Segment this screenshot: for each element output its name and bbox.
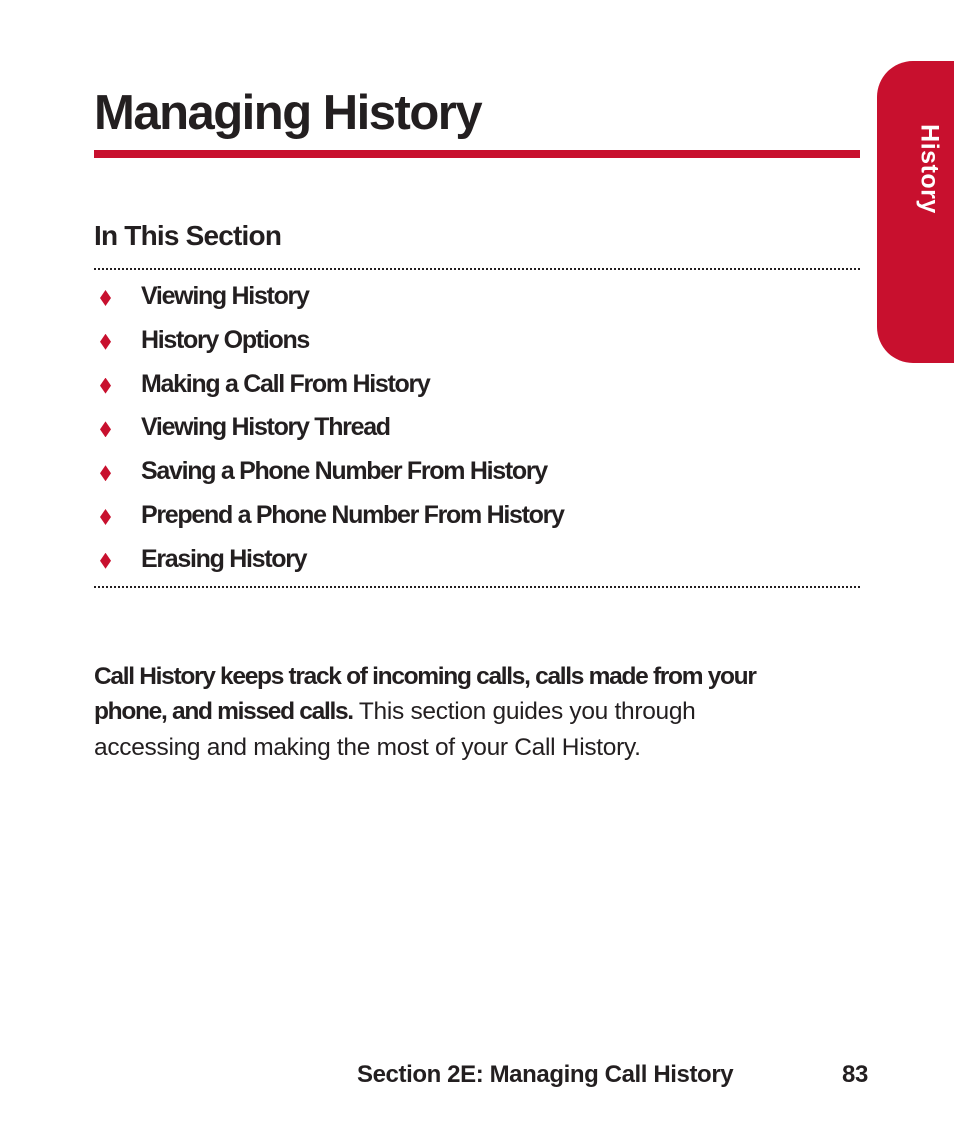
diamond-bullet-icon	[100, 290, 111, 306]
list-item	[94, 451, 860, 495]
diamond-bullet-icon	[100, 334, 111, 350]
list-item-label: Viewing History	[141, 282, 309, 310]
list-item-label: History Options	[141, 325, 310, 354]
intro-regular-text: This section guides you through accessing and making the most of your Call History.	[94, 698, 696, 761]
chapter-side-tab-label: History	[915, 124, 944, 214]
list-item	[94, 364, 860, 408]
list-item-label: Erasing History	[141, 544, 307, 573]
title-underline	[94, 150, 860, 158]
footer-section-label: Section 2E: Managing Call History	[357, 1061, 734, 1088]
chapter-side-tab	[877, 61, 954, 363]
toc-bottom-divider	[94, 586, 860, 588]
list-item-label: Viewing History Thread	[141, 413, 390, 442]
list-item-label: Making a Call From History	[141, 369, 430, 398]
list-item-label: Prepend a Phone Number From History	[141, 500, 564, 529]
in-this-section-heading: In This Section	[94, 220, 282, 251]
list-item	[94, 539, 860, 583]
page-number: 83	[842, 1061, 868, 1088]
intro-paragraph	[94, 659, 774, 765]
intro-bold-text: Call History keeps track of incoming calls, calls made from your phone, and missed calls.	[94, 663, 756, 726]
diamond-bullet-icon	[100, 553, 111, 569]
toc-top-divider	[94, 268, 860, 270]
diamond-bullet-icon	[100, 465, 111, 481]
diamond-bullet-icon	[100, 378, 111, 394]
page-title: Managing History	[94, 86, 482, 140]
list-item	[94, 276, 860, 320]
list-item	[94, 407, 860, 451]
diamond-bullet-icon	[100, 509, 111, 525]
diamond-bullet-icon	[100, 421, 111, 437]
list-item	[94, 495, 860, 539]
list-item-label: Saving a Phone Number From History	[141, 457, 547, 486]
list-item	[94, 320, 860, 364]
section-contents-list	[94, 276, 860, 583]
